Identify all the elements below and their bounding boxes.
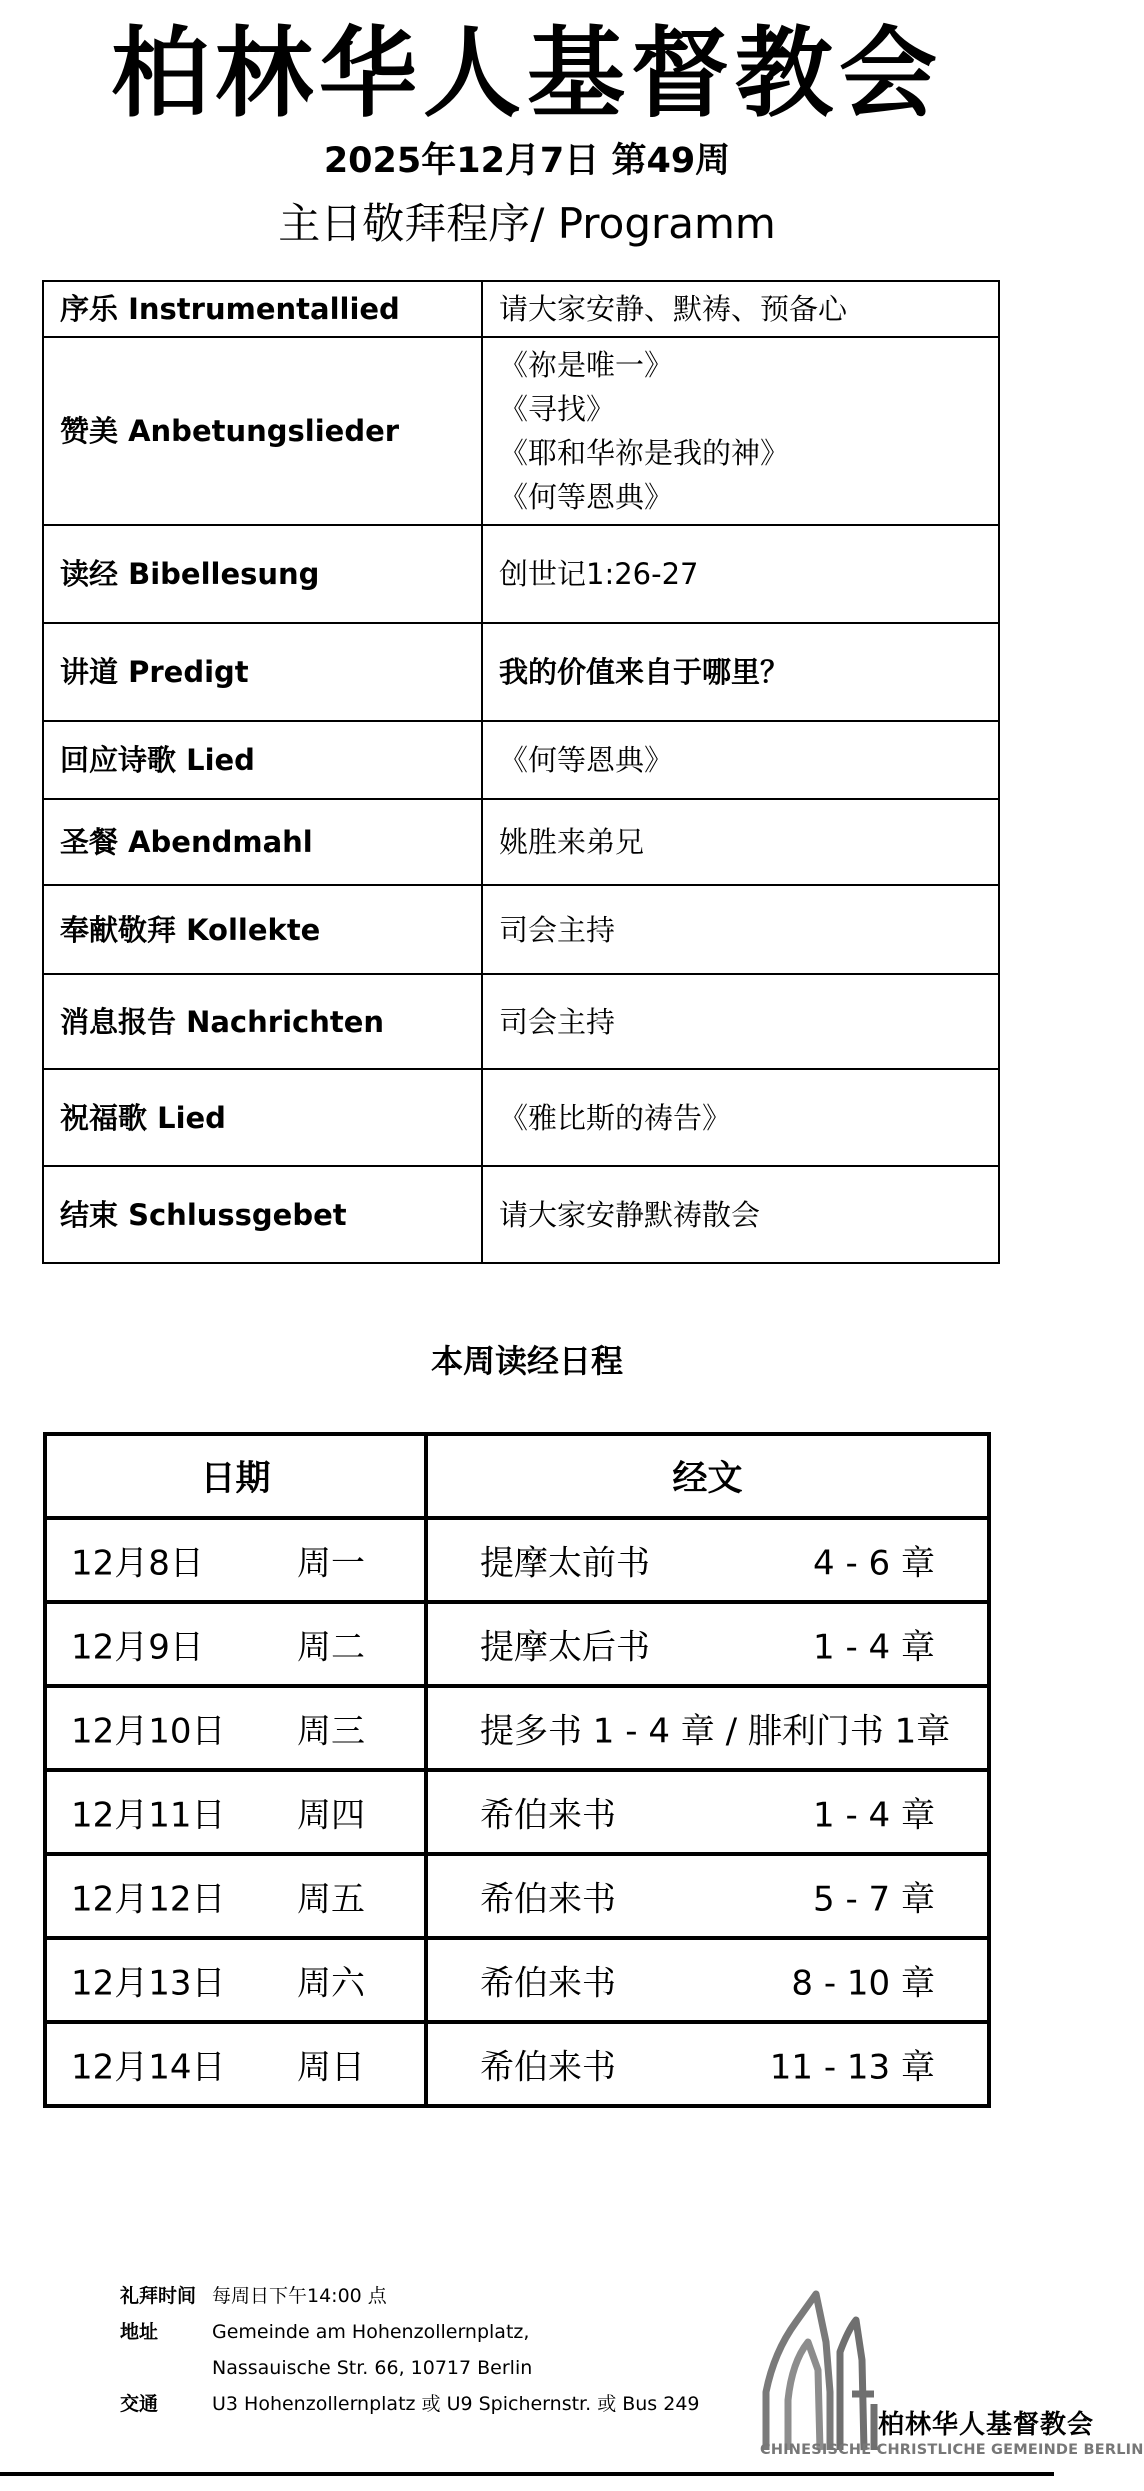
reading-chapters: 1 - 4 章 bbox=[813, 1627, 935, 1668]
service-item-name: 奉献敬拜 Kollekte bbox=[43, 885, 482, 974]
service-row bbox=[43, 974, 999, 1069]
transport-label: 交通 bbox=[120, 2393, 159, 2415]
service-row bbox=[43, 337, 999, 525]
service-item-name: 圣餐 Abendmahl bbox=[43, 799, 482, 885]
reading-text-cell bbox=[426, 1602, 989, 1686]
service-item-name: 赞美 Anbetungslieder bbox=[43, 337, 482, 525]
service-detail-line: 《何等恩典》 bbox=[499, 743, 674, 777]
reading-date: 12月12日 bbox=[71, 1879, 226, 1920]
reading-chapters: 5 - 7 章 bbox=[813, 1879, 935, 1920]
service-detail-line: 司会主持 bbox=[499, 1004, 616, 1039]
service-date: 2025年12月7日 第49周 bbox=[323, 141, 731, 181]
service-item-name: 回应诗歌 Lied bbox=[43, 721, 482, 799]
reading-date-cell bbox=[45, 2022, 426, 2106]
reading-date: 12月8日 bbox=[71, 1543, 204, 1584]
reading-date-cell bbox=[45, 1770, 426, 1854]
reading-weekday: 周日 bbox=[297, 2047, 365, 2088]
reading-chapters: 1 - 4 章 bbox=[813, 1795, 935, 1836]
reading-row bbox=[45, 1938, 989, 2022]
service-item-detail bbox=[482, 525, 999, 623]
logo-chinese-name: 柏林华人基督教会 bbox=[878, 2410, 1095, 2440]
service-detail-line: 《何等恩典》 bbox=[499, 480, 674, 514]
reading-text-cell bbox=[426, 1938, 989, 2022]
service-detail-line: 请大家安静默祷散会 bbox=[499, 1197, 761, 1232]
service-detail-line: 《耶和华祢是我的神》 bbox=[499, 436, 790, 470]
service-row bbox=[43, 721, 999, 799]
date-column-header: 日期 bbox=[45, 1434, 426, 1518]
service-item-detail bbox=[482, 1166, 999, 1263]
service-detail-line: 姚胜来弟兄 bbox=[499, 825, 645, 859]
reading-date-cell bbox=[45, 1854, 426, 1938]
reading-chapters: 11 - 13 章 bbox=[769, 2047, 935, 2088]
reading-row bbox=[45, 1770, 989, 1854]
service-item-name: 讲道 Predigt bbox=[43, 623, 482, 721]
address-line-2: Nassauische Str. 66, 10717 Berlin bbox=[212, 2357, 533, 2379]
reading-weekday: 周一 bbox=[297, 1543, 365, 1584]
address-label: 地址 bbox=[120, 2321, 159, 2343]
service-program-table bbox=[42, 280, 1000, 1264]
service-detail-line: 创世记1:26-27 bbox=[499, 557, 699, 591]
church-name-title: 柏林华人基督教会 bbox=[110, 17, 943, 131]
service-row bbox=[43, 525, 999, 623]
reading-chapters: 4 - 6 章 bbox=[813, 1543, 935, 1584]
reading-weekday: 周五 bbox=[297, 1879, 365, 1920]
reading-header-row bbox=[45, 1434, 989, 1518]
service-item-detail bbox=[482, 885, 999, 974]
service-detail-line: 《雅比斯的祷告》 bbox=[499, 1100, 732, 1135]
service-detail-line: 《祢是唯一》 bbox=[499, 348, 674, 382]
service-row bbox=[43, 623, 999, 721]
reading-row bbox=[45, 1518, 989, 1602]
reading-weekday: 周三 bbox=[297, 1711, 365, 1752]
reading-weekday: 周四 bbox=[297, 1795, 365, 1836]
service-detail-line: 《寻找》 bbox=[499, 392, 616, 426]
reading-date: 12月11日 bbox=[71, 1795, 226, 1836]
service-row bbox=[43, 885, 999, 974]
reading-date: 12月14日 bbox=[71, 2047, 226, 2088]
service-detail-line: 司会主持 bbox=[499, 912, 616, 947]
reading-book: 提摩太后书 bbox=[480, 1627, 650, 1668]
reading-text-cell bbox=[426, 1854, 989, 1938]
reading-text-cell bbox=[426, 1518, 989, 1602]
reading-date-cell bbox=[45, 1938, 426, 2022]
service-item-detail bbox=[482, 721, 999, 799]
reading-book: 提摩太前书 bbox=[480, 1543, 650, 1584]
service-item-detail bbox=[482, 799, 999, 885]
reading-text-cell bbox=[426, 1770, 989, 1854]
service-item-name: 结束 Schlussgebet bbox=[43, 1166, 482, 1263]
service-detail-line: 请大家安静、默祷、预备心 bbox=[499, 292, 848, 326]
address-line-1: Gemeinde am Hohenzollernplatz, bbox=[212, 2321, 530, 2343]
reading-text-cell bbox=[426, 1686, 989, 1770]
reading-book: 希伯来书 bbox=[480, 1795, 616, 1836]
time-label: 礼拜时间 bbox=[120, 2285, 197, 2307]
reading-date-cell bbox=[45, 1602, 426, 1686]
reading-weekday: 周六 bbox=[297, 1963, 365, 2004]
reading-row bbox=[45, 1854, 989, 1938]
reading-text-cell bbox=[426, 2022, 989, 2106]
reading-book: 希伯来书 bbox=[480, 2047, 616, 2088]
service-item-name: 祝福歌 Lied bbox=[43, 1069, 482, 1166]
service-item-detail bbox=[482, 974, 999, 1069]
service-row bbox=[43, 281, 999, 337]
service-item-detail bbox=[482, 281, 999, 337]
reading-row bbox=[45, 1686, 989, 1770]
reading-date: 12月9日 bbox=[71, 1627, 204, 1668]
reading-date-cell bbox=[45, 1686, 426, 1770]
reading-book: 希伯来书 bbox=[480, 1963, 616, 2004]
reading-row bbox=[45, 2022, 989, 2106]
logo-german-name: CHINESISCHE CHRISTLICHE GEMEINDE BERLIN bbox=[760, 2442, 1144, 2458]
service-item-detail bbox=[482, 337, 999, 525]
service-item-name: 读经 Bibellesung bbox=[43, 525, 482, 623]
reading-date-cell bbox=[45, 1518, 426, 1602]
service-item-detail bbox=[482, 623, 999, 721]
reading-row bbox=[45, 1602, 989, 1686]
service-info-footer bbox=[120, 2278, 700, 2422]
time-value: 每周日下午14:00 点 bbox=[212, 2285, 387, 2307]
reading-schedule-heading: 本周读经日程 bbox=[430, 1342, 623, 1380]
service-item-detail bbox=[482, 1069, 999, 1166]
reading-book: 提多书 1 - 4 章 / 腓利门书 1章 bbox=[480, 1711, 951, 1752]
transport-value: U3 Hohenzollernplatz 或 U9 Spichernstr. 或 Bus 249 bbox=[212, 2393, 700, 2415]
service-row bbox=[43, 1166, 999, 1263]
reading-book: 希伯来书 bbox=[480, 1879, 616, 1920]
bottom-divider bbox=[0, 2472, 1054, 2476]
service-detail-line: 我的价值来自于哪里？ bbox=[499, 655, 790, 689]
reading-schedule-table bbox=[43, 1432, 991, 2108]
reading-chapters: 8 - 10 章 bbox=[791, 1963, 935, 2004]
reading-weekday: 周二 bbox=[297, 1627, 365, 1668]
text-column-header: 经文 bbox=[426, 1434, 989, 1518]
reading-date: 12月13日 bbox=[71, 1963, 226, 2004]
service-item-name: 序乐 Instrumentallied bbox=[43, 281, 482, 337]
service-row bbox=[43, 799, 999, 885]
service-row bbox=[43, 1069, 999, 1166]
program-title: 主日敬拜程序/ Programm bbox=[278, 199, 776, 248]
service-item-name: 消息报告 Nachrichten bbox=[43, 974, 482, 1069]
reading-date: 12月10日 bbox=[71, 1711, 226, 1752]
